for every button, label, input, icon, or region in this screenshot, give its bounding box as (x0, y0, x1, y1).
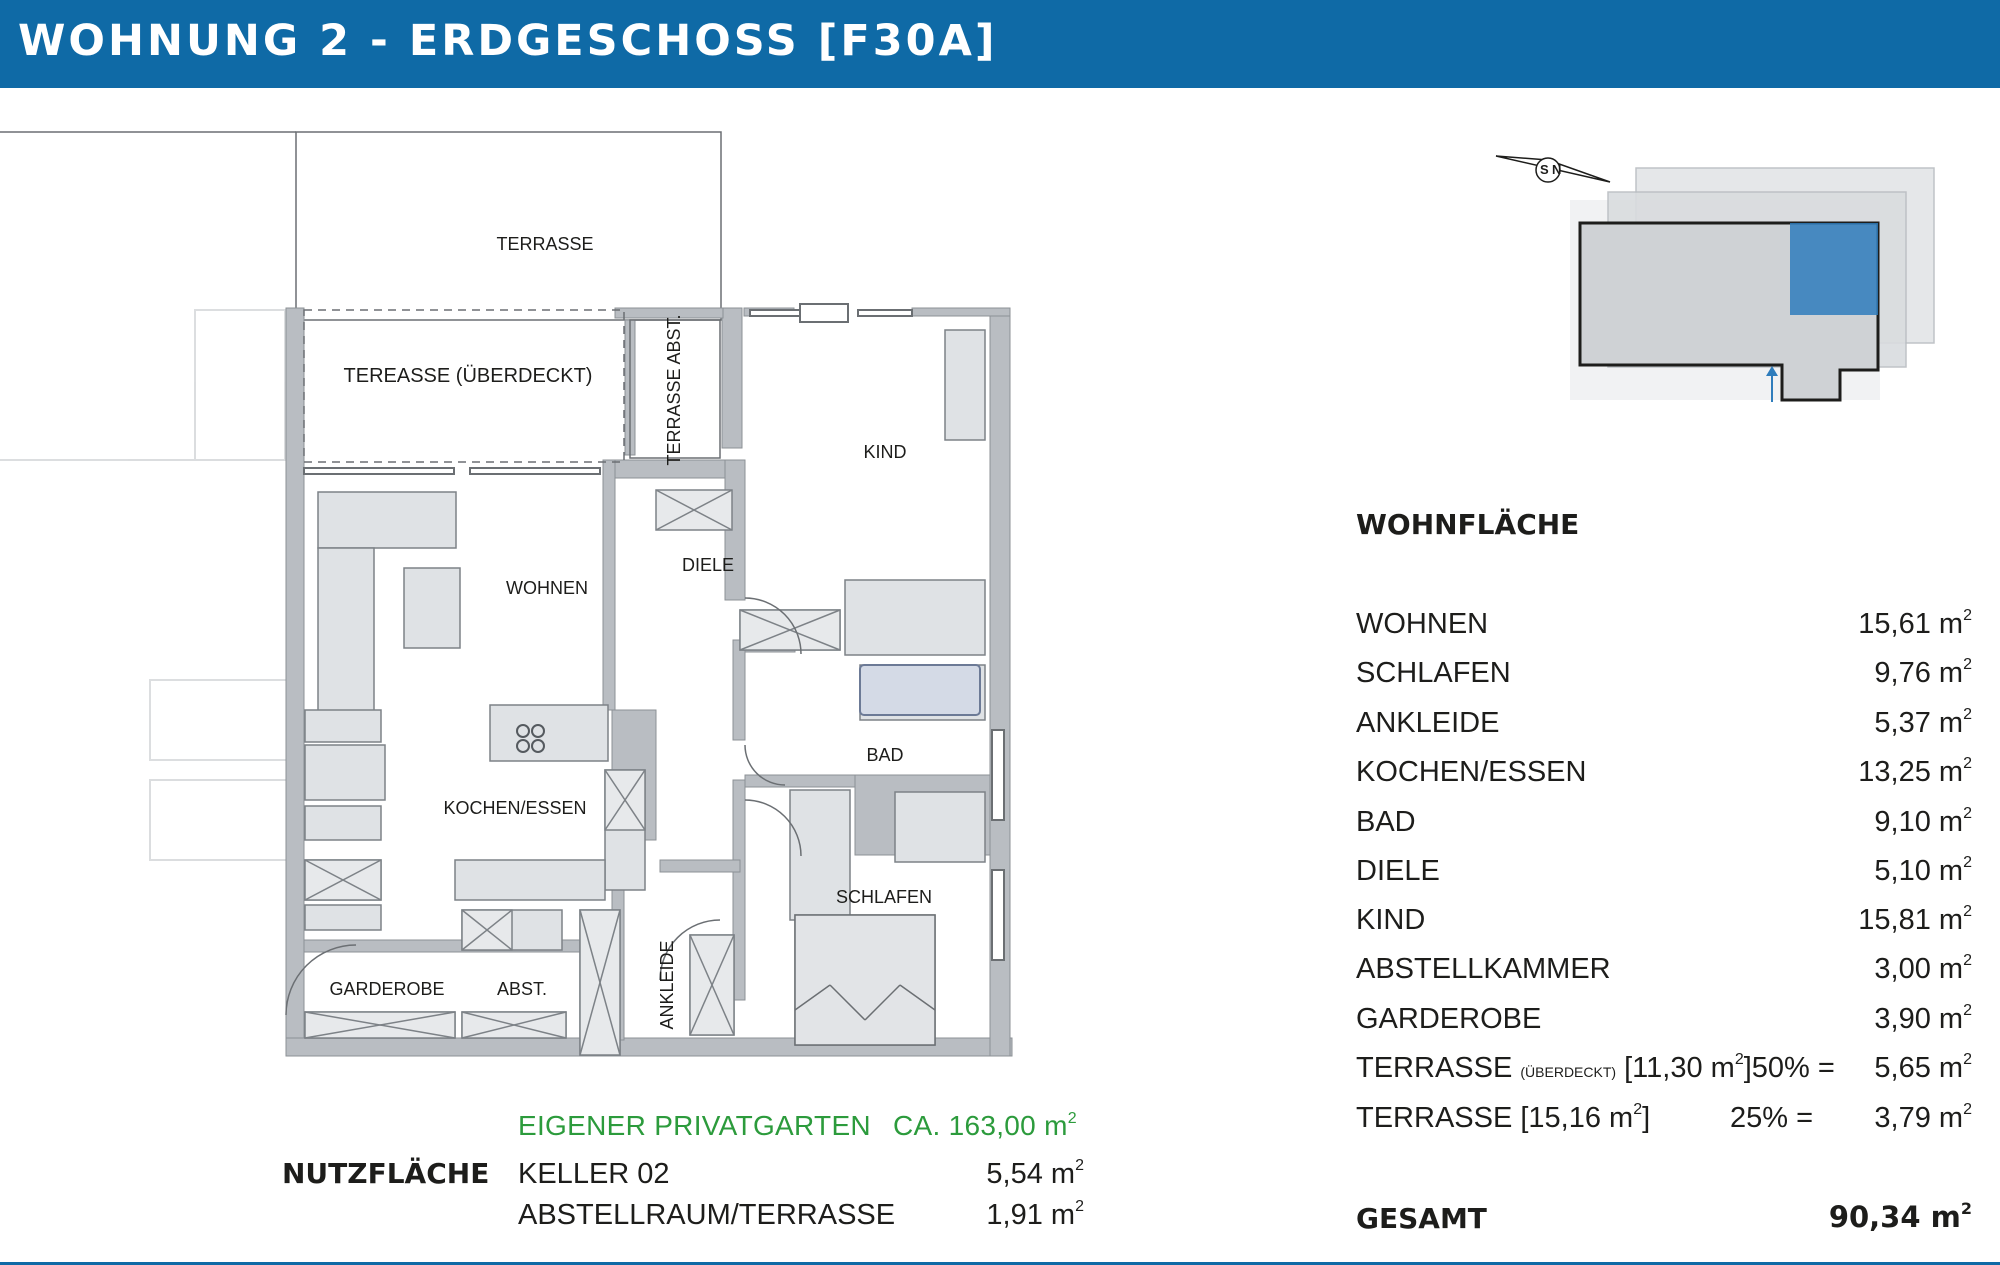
area-value: 15,81 m (1858, 904, 1964, 936)
label-wohnen: WOHNEN (506, 578, 588, 598)
label-garderobe: GARDEROBE (329, 979, 445, 999)
area-row (1356, 855, 1972, 895)
area-row (1356, 806, 1972, 846)
nutz-value: 5,54 m (986, 1158, 1076, 1190)
area-name: ABSTELLKAMMER (1356, 953, 1611, 985)
label-schlafen: SCHLAFEN (835, 887, 933, 907)
area-exp: 2 (1963, 1051, 1972, 1069)
gesamt-value-exp: 2 (1960, 1199, 1972, 1219)
area-exp: 2 (1963, 706, 1972, 724)
nutz-name: KELLER 02 (518, 1158, 670, 1190)
area-value: 9,76 m (1874, 657, 1964, 689)
apartment-highlight (1790, 223, 1878, 315)
area-exp: 2 (1963, 656, 1972, 674)
area-value: 3,90 m (1874, 1003, 1964, 1035)
area-row (1356, 756, 1972, 796)
area-row (1356, 953, 1972, 993)
wohnflaeche-title: WOHNFLÄCHE (1356, 508, 1580, 541)
garden-label: EIGENER PRIVATGARTEN (518, 1110, 871, 1141)
area-name: KIND (1356, 904, 1426, 936)
gesamt-value-number: 90,34 m (1828, 1200, 1961, 1234)
area-row (1356, 608, 1972, 648)
area-percent: 25% = (1730, 1102, 1814, 1134)
area-exp: 2 (1963, 805, 1972, 823)
area-gross-close: ] (1642, 1102, 1651, 1134)
area-row (1356, 707, 1972, 747)
area-note: (ÜBERDECKT) (1520, 1064, 1617, 1080)
area-name: DIELE (1356, 855, 1440, 887)
area-name: GARDEROBE (1356, 1003, 1542, 1035)
area-row-terrasse (1356, 1102, 1972, 1142)
area-exp: 2 (1963, 607, 1972, 625)
area-value: 9,10 m (1874, 806, 1964, 838)
garden-area: CA. 163,00 m (892, 1110, 1068, 1141)
nutz-row-abstellraum (518, 1199, 1084, 1232)
label-kind: KIND (863, 442, 907, 462)
area-row (1356, 1003, 1972, 1043)
area-exp: 2 (1963, 755, 1972, 773)
label-ankleide: ANKLEIDE (657, 940, 677, 1030)
area-gross-close: ] (1743, 1052, 1752, 1084)
area-exp: 2 (1963, 854, 1972, 872)
compass-s: S (1540, 162, 1549, 177)
compass-icon (1490, 156, 1610, 182)
area-percent: 50% = (1751, 1052, 1835, 1084)
terrasse-outline (296, 132, 721, 320)
compass-n: N (1552, 162, 1562, 177)
title-bar (0, 0, 2000, 88)
area-value: 5,65 m (1874, 1052, 1964, 1084)
area-value: 5,10 m (1874, 855, 1964, 887)
area-name: ANKLEIDE (1356, 707, 1500, 739)
gesamt-value (1829, 1200, 1972, 1234)
area-name: KOCHEN/ESSEN (1356, 756, 1587, 788)
area-value: 15,61 m (1858, 608, 1964, 640)
area-name: TERRASSE [15,16 m (1356, 1102, 1634, 1134)
nutz-value-exp: 2 (1075, 1198, 1084, 1216)
area-value: 3,00 m (1874, 953, 1964, 985)
area-name: WOHNEN (1356, 608, 1489, 640)
label-abst: ABST. (496, 979, 548, 999)
gesamt-label: GESAMT (1356, 1202, 1487, 1235)
label-terrasse-ueberdeckt: TEREASSE (ÜBERDECKT) (343, 365, 593, 387)
bed (795, 915, 935, 1045)
nutzflaeche-title: NUTZFLÄCHE (282, 1157, 490, 1190)
label-diele: DIELE (681, 555, 735, 575)
area-value: 13,25 m (1858, 756, 1964, 788)
label-kochen-essen: KOCHEN/ESSEN (443, 798, 587, 818)
garden-area-unit: 2 (1067, 1109, 1077, 1127)
area-value: 3,79 m (1874, 1102, 1964, 1134)
area-name: TERRASSE (1356, 1052, 1513, 1084)
floor-plan (0, 120, 1100, 1100)
area-exp: 2 (1963, 1101, 1972, 1119)
bathtub (860, 665, 980, 715)
area-exp: 2 (1963, 952, 1972, 970)
label-terrasse: TERRASSE (496, 234, 594, 254)
area-gross-exp: 2 (1734, 1051, 1744, 1069)
building-locator (1490, 130, 1950, 420)
area-row-terrasse-ueberdeckt (1356, 1052, 1972, 1092)
area-row (1356, 657, 1972, 697)
area-gross-exp: 2 (1633, 1101, 1643, 1119)
area-gross: [11,30 m (1624, 1052, 1735, 1084)
area-name: SCHLAFEN (1356, 657, 1511, 689)
nutz-name: ABSTELLRAUM/TERRASSE (518, 1199, 896, 1231)
label-bad: BAD (866, 745, 904, 765)
nutz-row-keller (518, 1158, 1084, 1191)
page-title: WOHNUNG 2 - ERDGESCHOSS [F30A] (18, 16, 998, 66)
nutz-value: 1,91 m (986, 1199, 1076, 1231)
neighbour-outline (0, 310, 290, 860)
area-row (1356, 904, 1972, 944)
area-exp: 2 (1963, 1002, 1972, 1020)
area-exp: 2 (1963, 903, 1972, 921)
label-terrasse-abst: TERRASSE ABST. (664, 314, 684, 466)
nutz-value-exp: 2 (1075, 1157, 1084, 1175)
private-garden-line (518, 1110, 1077, 1142)
area-name: BAD (1356, 806, 1416, 838)
area-value: 5,37 m (1874, 707, 1964, 739)
